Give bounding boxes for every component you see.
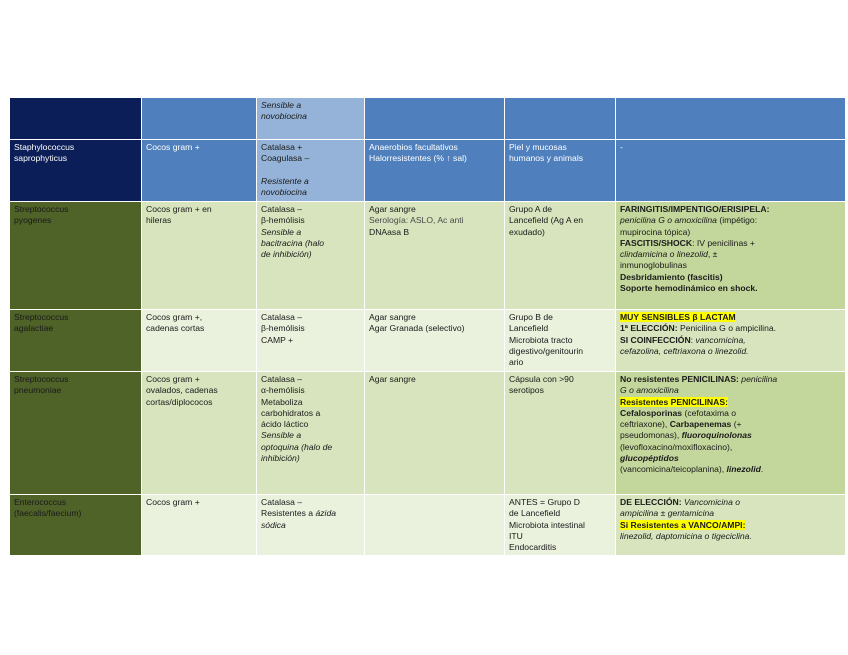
text-line [620, 453, 841, 464]
cell-text: Agar sangre [369, 374, 416, 384]
cell-text: Lancefield [509, 323, 549, 334]
text-line [261, 508, 360, 519]
habitat-cell [505, 98, 616, 140]
text-line [261, 430, 360, 441]
cell-text: Endocarditis [509, 542, 557, 553]
text-line [369, 204, 500, 215]
organism-cell [10, 140, 142, 202]
cell-text: Catalasa + [261, 142, 303, 152]
cell-text: inhibición) [261, 453, 300, 464]
cell-text: Serología: ASLO, Ac anti [369, 215, 464, 226]
cell-text: (vancomicina/teicoplanina), [620, 464, 727, 475]
cell-text: Enterococcus [14, 497, 67, 507]
cell-text: ITU [509, 530, 523, 541]
cell-text: Resistentes PENICILINAS: [620, 396, 728, 407]
cell-text: linezolid [726, 464, 761, 475]
treatment-cell [616, 310, 846, 372]
text-line [620, 442, 841, 453]
cell-text: serotipos [509, 385, 544, 396]
text-line [620, 508, 841, 519]
cell-text: ario [509, 357, 524, 368]
cell-text: Catalasa – [261, 312, 303, 322]
text-line [620, 385, 841, 396]
cell-text: Cocos gram + [146, 142, 200, 152]
cell-text: linezolid, daptomicina o tigeciclina. [620, 530, 752, 541]
cell-text: No resistentes PENICILINAS: [620, 374, 739, 384]
text-line [261, 215, 360, 226]
morphology-cell [142, 495, 257, 556]
text-line [261, 397, 360, 408]
text-line [261, 408, 360, 419]
cell-text: Desbridamiento (fascitis) [620, 271, 723, 282]
cell-text: Cocos gram + [146, 497, 200, 507]
cell-text: Coagulasa – [261, 153, 310, 164]
cell-text: : IV penicilinas + [692, 237, 755, 248]
cell-text: carbohidratos a [261, 407, 321, 418]
text-line [620, 283, 841, 294]
cell-text: Catalasa – [261, 374, 303, 384]
cell-text: Sensible a [261, 100, 302, 110]
cell-text: penicilina [738, 374, 778, 384]
cell-text: Si Resistentes a VANCO/AMPI: [620, 519, 746, 530]
cell-text: Cefalosporinas [620, 407, 683, 418]
habitat-cell [505, 202, 616, 310]
text-line [261, 442, 360, 453]
morphology-cell [142, 202, 257, 310]
cell-text: Cápsula con >90 [509, 374, 574, 384]
cell-text: ANTES = Grupo D [509, 497, 580, 507]
cell-text: Catalasa – [261, 204, 303, 214]
cell-text: Sensible a [261, 226, 302, 237]
cell-text: Resistente a [261, 175, 309, 186]
cell-text: : [690, 334, 696, 345]
cell-text: cortas/diplococos [146, 396, 213, 407]
tests-cell [257, 495, 365, 556]
morphology-cell [142, 310, 257, 372]
cell-text: Anaerobios facultativos [369, 142, 458, 152]
cell-text: glucopéptidos [620, 453, 679, 464]
cell-text: Soporte hemodinámico en shock. [620, 283, 758, 294]
text-line [261, 176, 360, 187]
cell-text: G o amoxicilina [620, 385, 679, 396]
cell-text: Resistentes a [261, 508, 316, 519]
cell-text: Grupo A de [509, 204, 553, 214]
table-row [10, 310, 846, 372]
tests-cell [257, 140, 365, 202]
cell-text: Lancefield (Ag A en [509, 215, 584, 226]
cell-text: β-hemólisis [261, 323, 305, 334]
text-line [261, 419, 360, 430]
cell-text: - [620, 142, 623, 152]
text-line [620, 323, 841, 334]
text-line [620, 520, 841, 531]
text-line [620, 531, 841, 542]
text-line [620, 249, 841, 260]
cell-text: FASCITIS/SHOCK [620, 237, 693, 248]
cell-text: ázida [315, 508, 337, 519]
text-line [620, 464, 841, 475]
cell-text: clindamicina o linezolid [620, 249, 708, 260]
habitat-cell [505, 140, 616, 202]
cell-text: Catalasa – [261, 497, 303, 507]
cell-text: Cocos gram +, [146, 312, 203, 322]
cell-text: (cefotaxima o [682, 407, 737, 418]
cell-text: ácido láctico [261, 419, 309, 430]
text-line [261, 385, 360, 396]
cell-text: Piel y mucosas [509, 142, 567, 152]
text-line [620, 272, 841, 283]
text-line [620, 374, 841, 385]
habitat-cell [505, 372, 616, 495]
text-line [261, 312, 360, 323]
cell-text: . [760, 464, 764, 475]
cell-text: inmunoglobulinas [620, 260, 687, 271]
text-line [620, 335, 841, 346]
cell-text: DNAasa B [369, 226, 410, 237]
cell-text: pseudomonas), [620, 430, 682, 441]
cell-text: Microbiota tracto [509, 334, 573, 345]
text-line [261, 153, 360, 164]
organism-cell [10, 372, 142, 495]
text-line [261, 497, 360, 508]
tests-cell [257, 202, 365, 310]
morphology-cell [142, 140, 257, 202]
cell-text: bacitracina (halo [261, 237, 325, 248]
cell-text: penicilina G o amoxicilina [620, 215, 717, 226]
table-row [10, 202, 846, 310]
cell-text: fluoroquinolonas [681, 430, 752, 441]
habitat-cell [505, 310, 616, 372]
cell-text: hileras [146, 215, 172, 226]
cell-text: cefazolina, ceftriaxona o linezolid. [620, 345, 749, 356]
cell-text: Vancomicina o [681, 497, 741, 507]
text-line [261, 323, 360, 334]
cell-text: Streptococcus [14, 312, 69, 322]
cell-text: exudado) [509, 226, 545, 237]
cell-text: de inhibición) [261, 249, 312, 260]
morphology-cell [142, 372, 257, 495]
text-line [620, 142, 841, 153]
culture-cell [365, 372, 505, 495]
text-line [369, 215, 500, 226]
text-line [620, 227, 841, 238]
text-line [620, 497, 841, 508]
text-line [620, 408, 841, 419]
cell-text: Carbapenemas [669, 419, 732, 430]
table-row [10, 140, 846, 202]
cell-text: Streptococcus [14, 374, 69, 384]
cell-text: novobiocina [261, 187, 307, 198]
treatment-cell [616, 372, 846, 495]
cell-text: SI COINFECCIÓN [620, 334, 691, 345]
text-line [261, 520, 360, 531]
text-line [620, 346, 841, 357]
cell-text: humanos y animals [509, 153, 584, 164]
text-line [261, 204, 360, 215]
culture-cell [365, 495, 505, 556]
table-row [10, 372, 846, 495]
text-line [261, 453, 360, 464]
text-line [261, 142, 360, 153]
text-line [261, 335, 360, 346]
treatment-cell [616, 202, 846, 310]
text-line [620, 260, 841, 271]
organism-cell [10, 98, 142, 140]
cell-text: novobiocina [261, 111, 307, 122]
cell-text: pyogenes [14, 215, 52, 226]
cell-text: Metaboliza [261, 396, 303, 407]
text-line [261, 187, 360, 198]
text-line [620, 397, 841, 408]
habitat-cell [505, 495, 616, 556]
cell-text: (faecalis/faecium) [14, 508, 82, 519]
cell-text: pneumoniae [14, 385, 62, 396]
text-line [369, 227, 500, 238]
cell-text: Grupo B de [509, 312, 553, 322]
culture-cell [365, 140, 505, 202]
cell-text: digestivo/genitourin [509, 345, 584, 356]
text-line [620, 204, 841, 215]
table-row [10, 495, 846, 556]
cell-text: α-hemólisis [261, 385, 305, 396]
microbiology-table [9, 97, 846, 556]
cell-text: , ± [707, 249, 718, 260]
text-line [620, 419, 841, 430]
cell-text: ampicilina ± gentamicina [620, 508, 715, 519]
tests-cell [257, 310, 365, 372]
cell-text: MUY SENSIBLES β LACTAM [620, 312, 736, 322]
cell-text: β-hemólisis [261, 215, 305, 226]
text-line [369, 374, 500, 385]
cell-text: (levofloxacino/moxifloxacino), [620, 441, 733, 452]
cell-text: CAMP + [261, 334, 294, 345]
cell-text: FARINGITIS/IMPENTIGO/ERISIPELA: [620, 204, 770, 214]
text-line [261, 249, 360, 260]
cell-text: de Lancefield [509, 508, 561, 519]
text-line [261, 100, 360, 111]
text-line [261, 374, 360, 385]
organism-cell [10, 310, 142, 372]
cell-text: Cocos gram + en [146, 204, 212, 214]
table-row [10, 98, 846, 140]
treatment-cell [616, 495, 846, 556]
cell-text: agalactiae [14, 323, 54, 334]
morphology-cell [142, 98, 257, 140]
cell-text: DE ELECCIÓN: [620, 497, 682, 507]
cell-text: ceftriaxone), [620, 419, 670, 430]
text-line [620, 430, 841, 441]
cell-text: Agar Granada (selectivo) [369, 323, 465, 334]
text-line [261, 111, 360, 122]
treatment-cell [616, 98, 846, 140]
text-line [261, 238, 360, 249]
cell-text: Agar sangre [369, 312, 416, 322]
cell-text: Agar sangre [369, 204, 416, 214]
text-line [620, 215, 841, 226]
cell-text: (impétigo: [716, 215, 758, 226]
cell-text: Microbiota intestinal [509, 519, 585, 530]
organism-cell [10, 495, 142, 556]
cell-text: ovalados, cadenas [146, 385, 218, 396]
text-line [369, 323, 500, 334]
cell-text: optoquina (halo de [261, 441, 333, 452]
culture-cell [365, 98, 505, 140]
tests-cell [257, 372, 365, 495]
cell-text: mupirocina tópica) [620, 226, 691, 237]
cell-text: Streptococcus [14, 204, 69, 214]
culture-cell [365, 310, 505, 372]
cell-text: vancomicina, [695, 334, 746, 345]
cell-text: cadenas cortas [146, 323, 205, 334]
culture-cell [365, 202, 505, 310]
cell-text: Penicilina G o ampicilina. [677, 323, 777, 334]
cell-text: Cocos gram + [146, 374, 200, 384]
text-line [620, 312, 841, 323]
tests-cell [257, 98, 365, 140]
cell-text: (+ [731, 419, 742, 430]
cell-text: Sensible a [261, 430, 302, 441]
organism-cell [10, 202, 142, 310]
cell-text: Staphylococcus [14, 142, 75, 152]
text-line [369, 312, 500, 323]
cell-text: saprophyticus [14, 153, 68, 164]
cell-text: 1ª ELECCIÓN: [620, 323, 678, 334]
cell-text: Halorresistentes (% ↑ sal) [369, 153, 467, 164]
text-line [620, 238, 841, 249]
treatment-cell [616, 140, 846, 202]
text-line [261, 227, 360, 238]
text-line [261, 165, 360, 176]
cell-text: sódica [261, 519, 286, 530]
